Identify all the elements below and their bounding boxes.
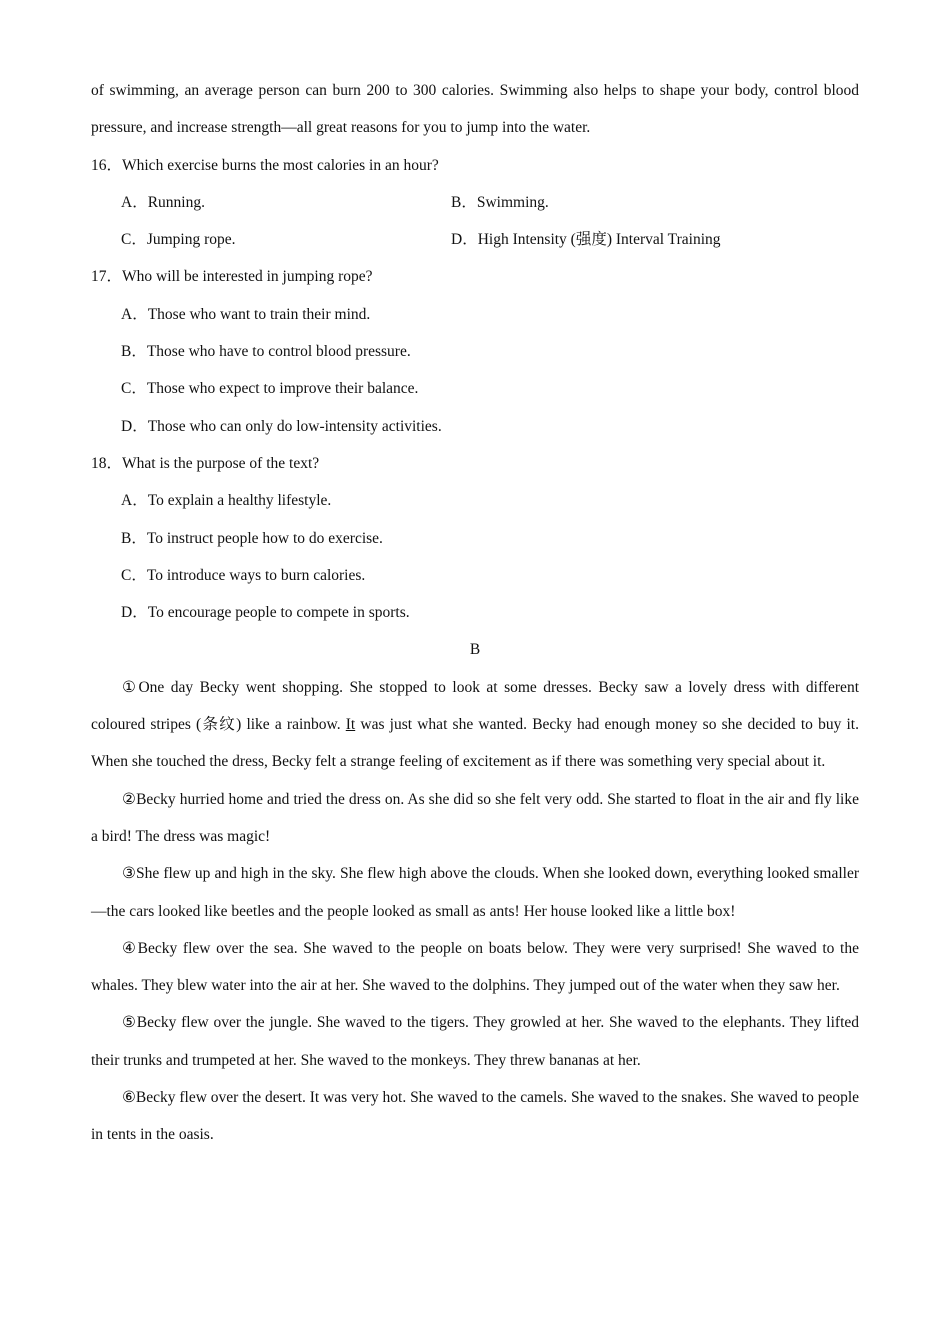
question-18-option-a: A．To explain a healthy lifestyle.	[121, 492, 332, 510]
question-16-option-b: B．Swimming.	[451, 193, 549, 211]
passage-paragraph-4: ④Becky flew over the sea. She waved to the people on boats below. They were very surprised! She waved to the whales. They blew water into the air at her. She waved to the dolphins. They jumped out of the water when they saw her.	[91, 939, 859, 995]
passage-paragraph-5: ⑤Becky flew over the jungle. She waved to the tigers. They growled at her. She waved to the elephants. They lifted their trunks and trumpeted at her. She waved to the monkeys. They threw bananas at her.	[91, 1014, 859, 1069]
section-b-heading: B	[469, 641, 481, 659]
question-17-option-c: C．Those who expect to improve their balance.	[121, 380, 419, 398]
question-16-options-row-1	[91, 184, 859, 221]
passage-paragraph-6: ⑥Becky flew over the desert. It was very hot. She waved to the camels. She waved to the snakes. She waved to people in tents in the oasis.	[91, 1089, 860, 1144]
question-16-option-d: D．High Intensity (强度) Interval Training	[451, 231, 721, 249]
question-16-stem: 16．Which exercise burns the most calories in an hour?	[91, 156, 439, 174]
question-17-option-d: D．Those who can only do low-intensity activities.	[121, 417, 442, 435]
underlined-word-it: It	[345, 716, 356, 734]
question-16-option-c: C．Jumping rope.	[121, 231, 236, 249]
passage-paragraph-1	[91, 669, 859, 781]
question-18-option-d: D．To encourage people to compete in sports.	[121, 604, 410, 622]
question-18-stem: 18．What is the purpose of the text?	[91, 454, 320, 472]
document-content	[91, 72, 859, 1154]
question-16-option-a: A．Running.	[121, 193, 205, 211]
intro-line-2: blood pressure, and increase strength—all great reasons for you to jump into the water.	[91, 82, 859, 137]
question-17-stem: 17．Who will be interested in jumping rope?	[91, 268, 373, 286]
question-17-option-b: B．Those who have to control blood pressure.	[121, 343, 411, 361]
question-16-options-row-2	[91, 221, 859, 258]
paragraph-1-before: ①One day Becky went shopping. She stopped to look at some dresses. Becky saw a lovely dress with different coloured stripes (条纹) like a rainbow.	[91, 678, 859, 734]
passage-paragraph-3: ③She flew up and high in the sky. She flew high above the clouds. When she looked down, everything looked smaller—the cars looked like beetles and the people looked as small as ants! Her house looked like a little box!	[91, 865, 859, 920]
intro-paragraph	[91, 72, 859, 147]
passage-paragraph-2: ②Becky hurried home and tried the dress on. As she did so she felt very odd. She started to float in the air and fly like a bird! The dress was magic!	[91, 790, 859, 845]
question-17-option-a: A．Those who want to train their mind.	[121, 305, 371, 323]
paragraph-1-after: was just what she wanted. Becky had enough money so she decided to buy it. When she touched the dress, Becky felt a strange feeling of excitement as if there was something very special about it.	[91, 716, 859, 771]
question-18-option-b: B．To instruct people how to do exercise.	[121, 529, 383, 547]
intro-line-1: of swimming, an average person can burn 200 to 300 calories. Swimming also helps to shape your body, control	[91, 82, 819, 99]
question-18-option-c: C．To introduce ways to burn calories.	[121, 566, 366, 584]
